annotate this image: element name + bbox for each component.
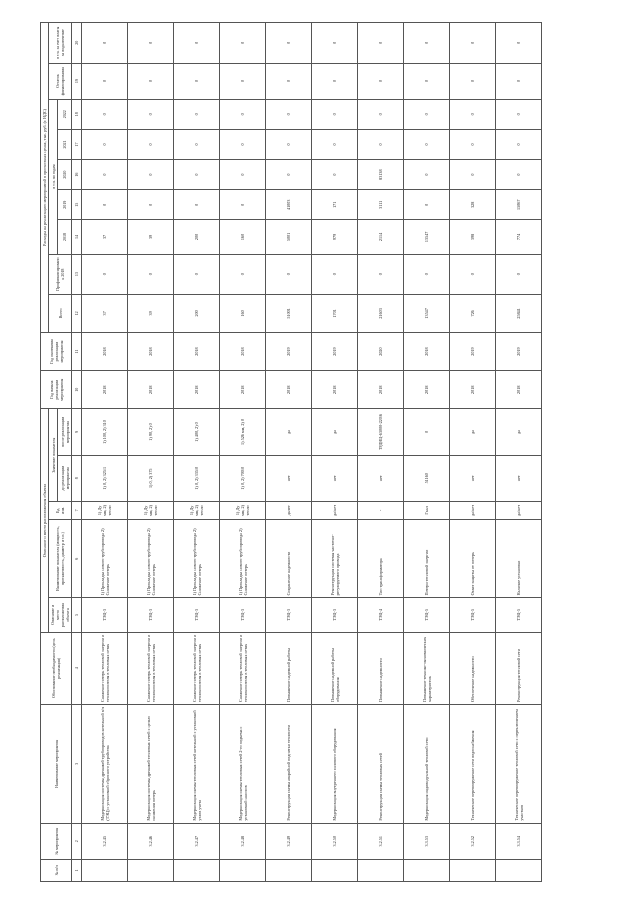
table-cell-fin: 0: [220, 254, 266, 294]
table-cell-rem: 0: [220, 63, 266, 99]
table-cell-before: 1) 0, 2) 375: [128, 455, 174, 501]
col-num: 18: [72, 99, 82, 129]
table-cell-y2022: 0: [312, 99, 358, 129]
table-cell-after: ТРДНЦ-63000-220/6: [358, 409, 404, 455]
table-cell-y2022: 0: [266, 99, 312, 129]
table-cell-total: 37: [82, 294, 128, 332]
table-cell-name: Модернизация внутреннего силового оборудования: [312, 705, 358, 824]
table-cell-unit: Гкал: [404, 501, 450, 519]
col-num: 3: [72, 705, 82, 824]
table-cell-fin: 0: [128, 254, 174, 294]
table-cell-y2021: 0: [358, 129, 404, 159]
col-num: 10: [72, 371, 82, 409]
header-share: в т.ч. за счет платы за подключение: [49, 23, 72, 64]
table-cell-n: [496, 859, 542, 881]
table-cell-unit: да/нет: [496, 501, 542, 519]
table-cell-code: 3.2.46: [128, 823, 174, 859]
table-cell-obj: ТЭЦ-5: [404, 598, 450, 632]
table-row: [404, 23, 450, 882]
table-cell-obj: ТЭЦ-3: [312, 598, 358, 632]
table-cell-y2018: 37: [82, 220, 128, 254]
table-cell-fin: 0: [496, 254, 542, 294]
table-cell-end: 2018: [174, 332, 220, 370]
table-cell-unit: да/нет: [312, 501, 358, 519]
table-cell-y2018: 13547: [404, 220, 450, 254]
table-cell-y2022: 0: [496, 99, 542, 129]
table-cell-y2021: 0: [312, 129, 358, 159]
table-cell-before: 1) 0, 2) 325/1: [82, 455, 128, 501]
table-cell-ind: Наличие установки: [496, 519, 542, 597]
header-indicator: Наименование показателя (мощность, протяженность, диаметр и т.п.): [49, 519, 72, 597]
table-cell-reason: Реконструкция тепловой сети: [496, 632, 542, 704]
table-row: [220, 23, 266, 882]
table-cell-y2018: 39: [128, 220, 174, 254]
table-cell-after: да: [496, 409, 542, 455]
table-cell-end: 2019: [266, 332, 312, 370]
table-cell-rem: 0: [496, 63, 542, 99]
col-num: 4: [72, 632, 82, 704]
table-cell-name: Модернизация индивидуальной тепловой сети: [404, 705, 450, 824]
table-cell-y2020: 83138: [358, 160, 404, 190]
table-cell-code: 3.2.48: [220, 823, 266, 859]
table-cell-y2018: 398: [450, 220, 496, 254]
table-cell-y2019: 0: [220, 190, 266, 220]
table-cell-ind: Охват защиты от потерь: [450, 519, 496, 597]
table-cell-obj: ТЭЦ-3: [128, 598, 174, 632]
table-cell-y2021: 0: [450, 129, 496, 159]
table-cell-before: нет: [496, 455, 542, 501]
table-row: [82, 23, 128, 882]
investment-program-table: [40, 22, 542, 882]
table-cell-y2020: 0: [496, 160, 542, 190]
table-cell-ind: Потери тепловой энергии: [404, 519, 450, 597]
header-end-year: Год окончания реализации мероприятия: [41, 332, 72, 370]
table-cell-y2022: 0: [450, 99, 496, 129]
table-cell-share: 0: [312, 23, 358, 64]
table-cell-share: 0: [128, 23, 174, 64]
table-cell-unit: -: [358, 501, 404, 519]
table-cell-code: 3.2.50: [312, 823, 358, 859]
header-unit: Ед. изм.: [49, 501, 72, 519]
table-cell-name: Модернизация схемы тепловых сетей 2-го подъема с установкой насосов: [220, 705, 266, 824]
table-cell-name: Модернизация системы дренажей трубопроводов котельной в/ч (ТЭЦ) с установкой сбросного устройства: [82, 705, 128, 824]
header-y2019: 2019: [58, 190, 72, 220]
header-remaining: Остаток финансирования: [49, 63, 72, 99]
table-cell-y2019: 0: [128, 190, 174, 220]
table-cell-y2020: 0: [174, 160, 220, 190]
table-cell-rem: 0: [128, 63, 174, 99]
table-cell-start: 2018: [82, 371, 128, 409]
table-cell-y2018: 5001: [266, 220, 312, 254]
table-cell-y2018: 979: [312, 220, 358, 254]
table-cell-y2019: 0: [174, 190, 220, 220]
header-justification: Обоснование необходимости (цель реализации): [41, 632, 72, 704]
table-cell-name: Модернизация схемы тепловых сетей котельной с установкой узлов учета: [174, 705, 220, 824]
table-cell-name: Реконструкция схемы аварийной подпитки теплосети: [266, 705, 312, 824]
header-y2022: 2022: [58, 99, 72, 129]
table-cell-share: 0: [266, 23, 312, 64]
table-cell-end: 2020: [358, 332, 404, 370]
table-cell-before: нет: [266, 455, 312, 501]
table-cell-y2022: 0: [358, 99, 404, 129]
table-cell-y2019: 0: [404, 190, 450, 220]
col-num: 11: [72, 332, 82, 370]
table-cell-after: да: [266, 409, 312, 455]
table-cell-unit: далее: [266, 501, 312, 519]
table-cell-ind: 1) Прокладка нового трубопровода 2) Снижение потерь: [220, 519, 266, 597]
table-cell-total: 200: [174, 294, 220, 332]
table-cell-y2019: 171: [312, 190, 358, 220]
table-cell-after: 1) 100, 2) 310: [82, 409, 128, 455]
table-cell-after: да: [450, 409, 496, 455]
table-cell-ind: 1) Прокладка нового трубопровода 2) Снижение потерь: [82, 519, 128, 597]
table-cell-obj: ТЭЦ-3: [220, 598, 266, 632]
table-cell-rem: 0: [266, 63, 312, 99]
table-cell-rem: 0: [450, 63, 496, 99]
table-cell-reason: Повышение надежной работы оборудования: [312, 632, 358, 704]
table-cell-y2019: 0: [82, 190, 128, 220]
table-row: [128, 23, 174, 882]
col-num: 1: [72, 859, 82, 881]
table-cell-total: 51001: [266, 294, 312, 332]
table-cell-obj: ТЭЦ-4: [358, 598, 404, 632]
table-cell-code: 3.3.53: [404, 823, 450, 859]
table-cell-y2021: 0: [266, 129, 312, 159]
table-cell-code: 3.2.45: [82, 823, 128, 859]
table-cell-y2020: 0: [266, 160, 312, 190]
table-cell-obj: ТЭЦ-3: [174, 598, 220, 632]
table-cell-y2020: 0: [128, 160, 174, 190]
table-cell-after: 1) 400, 2) 0: [174, 409, 220, 455]
col-num: 16: [72, 160, 82, 190]
table-cell-y2018: 160: [220, 220, 266, 254]
header-before: до реализации мероприятия: [58, 455, 72, 501]
table-cell-code: 3.2.52: [450, 823, 496, 859]
header-y2020: 2020: [58, 160, 72, 190]
col-num: 13: [72, 254, 82, 294]
col-num: 5: [72, 598, 82, 632]
table-cell-y2022: 0: [174, 99, 220, 129]
header-years: в т.ч. по годам: [49, 99, 58, 254]
table-cell-n: [450, 859, 496, 881]
table-cell-fin: 0: [266, 254, 312, 294]
col-num: 19: [72, 63, 82, 99]
table-cell-name: Реконструкция схемы тепловых сетей: [358, 705, 404, 824]
table-row: [450, 23, 496, 882]
table-cell-end: 2019: [496, 332, 542, 370]
table-cell-y2018: 2114: [358, 220, 404, 254]
table-cell-y2022: 0: [404, 99, 450, 129]
table-cell-obj: ТЭЦ-5: [450, 598, 496, 632]
table-cell-unit: 1) Ду мм, 2) тепло: [174, 501, 220, 519]
table-cell-y2021: 0: [128, 129, 174, 159]
table-cell-n: [220, 859, 266, 881]
table-cell-after: 0: [404, 409, 450, 455]
table-cell-start: 2018: [358, 371, 404, 409]
table-cell-end: 2019: [450, 332, 496, 370]
table-cell-rem: 0: [312, 63, 358, 99]
header-num: № п/п: [41, 859, 72, 881]
col-num: 9: [72, 409, 82, 455]
table-row: [174, 23, 220, 882]
table-cell-end: 2019: [312, 332, 358, 370]
table-cell-start: 2018: [174, 371, 220, 409]
header-start-year: Год начала реализации мероприятия: [41, 371, 72, 409]
table-cell-unit: 1) Ду мм, 2) тепло: [82, 501, 128, 519]
table-cell-fin: 0: [450, 254, 496, 294]
table-cell-ind: Тип трансформатора: [358, 519, 404, 597]
header-object: Описание и место расположения объекта: [49, 598, 72, 632]
table-cell-before: 1) 0, 2) 700/0: [220, 455, 266, 501]
table-cell-after: 1) 526 мм, 2) 0: [220, 409, 266, 455]
table-row: [496, 23, 542, 882]
header-after: после реализации мероприятия: [58, 409, 72, 455]
table-cell-y2022: 0: [128, 99, 174, 129]
table-cell-fin: 0: [312, 254, 358, 294]
table-cell-reason: Снижение потерь тепловой энергии и теплоносителя в тепловых сетях: [220, 632, 266, 704]
table-cell-reason: Снижение потерь тепловой энергии и теплоносителя в тепловых сетях: [128, 632, 174, 704]
table-cell-y2018: 774: [496, 220, 542, 254]
table-cell-n: [312, 859, 358, 881]
table-cell-total: 21603: [358, 294, 404, 332]
table-cell-y2019: 328: [450, 190, 496, 220]
table-cell-reason: Повышение надежной работы: [266, 632, 312, 704]
table-cell-start: 2018: [496, 371, 542, 409]
table-cell-before: нет: [358, 455, 404, 501]
table-cell-reason: Повышение надежности: [358, 632, 404, 704]
table-cell-ind: 1) Прокладка нового трубопровода 2) Снижение потерь: [128, 519, 174, 597]
table-cell-y2022: 0: [82, 99, 128, 129]
table-cell-total: 39: [128, 294, 174, 332]
table-cell-code: 3.3.54: [496, 823, 542, 859]
table-cell-reason: Снижение потерь тепловой энергии и теплоносителя в тепловых сетях: [174, 632, 220, 704]
table-cell-fin: 0: [174, 254, 220, 294]
table-cell-share: 0: [220, 23, 266, 64]
table-cell-y2022: 0: [220, 99, 266, 129]
table-body: [82, 23, 542, 882]
table-cell-end: 2018: [82, 332, 128, 370]
table-cell-share: 0: [496, 23, 542, 64]
table-cell-unit: да/нет: [450, 501, 496, 519]
col-num: 2: [72, 823, 82, 859]
table-cell-rem: 0: [174, 63, 220, 99]
table-cell-start: 2018: [312, 371, 358, 409]
header-measure-num: № мероприятия: [41, 823, 72, 859]
header-y2018: 2018: [58, 220, 72, 254]
table-cell-rem: 0: [358, 63, 404, 99]
header-y2021: 2021: [58, 129, 72, 159]
table-row: [312, 23, 358, 882]
table-cell-before: 51160: [404, 455, 450, 501]
table-cell-unit: 1) Ду мм, 2) тепло: [220, 501, 266, 519]
table-cell-name: Модернизация системы дренажей тепловых сетей с целью снижения потерь: [128, 705, 174, 824]
table-cell-fin: 0: [82, 254, 128, 294]
table-cell-unit: 1) Ду мм, 2) тепло: [128, 501, 174, 519]
header-value: Значение показателя: [49, 409, 58, 502]
table-cell-ind: 1) Прокладка нового трубопровода 2) Снижение потерь: [174, 519, 220, 597]
table-cell-total: 1701: [312, 294, 358, 332]
table-cell-start: 2018: [404, 371, 450, 409]
table-cell-code: 3.2.51: [358, 823, 404, 859]
table-cell-before: 1) 0, 2) 335/0: [174, 455, 220, 501]
col-num: 14: [72, 220, 82, 254]
table-cell-n: [128, 859, 174, 881]
header-total: Всего: [49, 294, 72, 332]
table-row: [266, 23, 312, 882]
table-row: [358, 23, 404, 882]
table-cell-n: [82, 859, 128, 881]
table-cell-name: Техническое перевооружение сети водоснабжения: [450, 705, 496, 824]
col-num: 15: [72, 190, 82, 220]
table-cell-y2020: 0: [404, 160, 450, 190]
col-num: 6: [72, 519, 82, 597]
col-num: 20: [72, 23, 82, 64]
table-cell-code: 3.2.47: [174, 823, 220, 859]
table-cell-total: 25841: [496, 294, 542, 332]
table-cell-after: да: [312, 409, 358, 455]
table-cell-end: 2018: [128, 332, 174, 370]
col-num: 17: [72, 129, 82, 159]
table-cell-end: 2018: [404, 332, 450, 370]
table-cell-n: [174, 859, 220, 881]
table-cell-y2021: 0: [220, 129, 266, 159]
table-cell-obj: ТЭЦ-5: [496, 598, 542, 632]
table-cell-ind: Сохранение надежности: [266, 519, 312, 597]
table-cell-rem: 0: [82, 63, 128, 99]
table-cell-obj: ТЭЦ-3: [266, 598, 312, 632]
header-tech-group: Описание и место расположения объекта: [41, 409, 49, 632]
table-cell-reason: Снижение потерь тепловой энергии и теплоносителя в тепловых сетях: [82, 632, 128, 704]
table-cell-obj: ТЭЦ-3: [82, 598, 128, 632]
table-cell-share: 0: [358, 23, 404, 64]
table-cell-share: 0: [82, 23, 128, 64]
table-cell-before: нет: [312, 455, 358, 501]
table-cell-before: нет: [450, 455, 496, 501]
table-cell-y2019: 15067: [496, 190, 542, 220]
table-cell-end: 2018: [220, 332, 266, 370]
table-cell-code: 3.2.49: [266, 823, 312, 859]
table-cell-total: 726: [450, 294, 496, 332]
table-cell-name: Техническое перевооружение тепловой сети с переключением участков: [496, 705, 542, 824]
table-cell-share: 0: [450, 23, 496, 64]
table-cell-y2020: 0: [82, 160, 128, 190]
table-cell-y2020: 0: [312, 160, 358, 190]
col-num: 12: [72, 294, 82, 332]
table-cell-share: 0: [174, 23, 220, 64]
table-cell-reason: Повышение технико-экономических характеристик: [404, 632, 450, 704]
table-cell-rem: 0: [404, 63, 450, 99]
table-cell-start: 2018: [266, 371, 312, 409]
table-cell-y2021: 0: [496, 129, 542, 159]
table-cell-y2021: 0: [404, 129, 450, 159]
table-cell-fin: 0: [404, 254, 450, 294]
table-cell-start: 2018: [450, 371, 496, 409]
table-cell-ind: Реконструкция системы частотно-регулируемого привода: [312, 519, 358, 597]
table-cell-n: [266, 859, 312, 881]
col-num: 8: [72, 455, 82, 501]
table-cell-n: [404, 859, 450, 881]
table-cell-share: 0: [404, 23, 450, 64]
table-cell-y2020: 0: [450, 160, 496, 190]
table-cell-y2021: 0: [82, 129, 128, 159]
header-financed: Профинансировано к 2018: [49, 254, 72, 294]
table-cell-y2019: 3111: [358, 190, 404, 220]
table-cell-y2020: 0: [220, 160, 266, 190]
header-measure-name: Наименование мероприятия: [41, 705, 72, 824]
table-cell-fin: 0: [358, 254, 404, 294]
col-num: 7: [72, 501, 82, 519]
header-cost-group: Расходы на реализацию мероприятий в прогнозных ценах, тыс. руб. (с НДС): [41, 23, 49, 333]
table-cell-y2018: 200: [174, 220, 220, 254]
table-cell-y2021: 0: [174, 129, 220, 159]
table-cell-total: 160: [220, 294, 266, 332]
rotated-table-sheet: [40, 22, 625, 882]
table-cell-total: 13547: [404, 294, 450, 332]
table-cell-start: 2018: [128, 371, 174, 409]
table-cell-y2019: 41003: [266, 190, 312, 220]
table-cell-reason: Обеспечение надежности: [450, 632, 496, 704]
table-cell-n: [358, 859, 404, 881]
table-cell-after: 1) 90, 2) 0: [128, 409, 174, 455]
table-cell-start: 2018: [220, 371, 266, 409]
